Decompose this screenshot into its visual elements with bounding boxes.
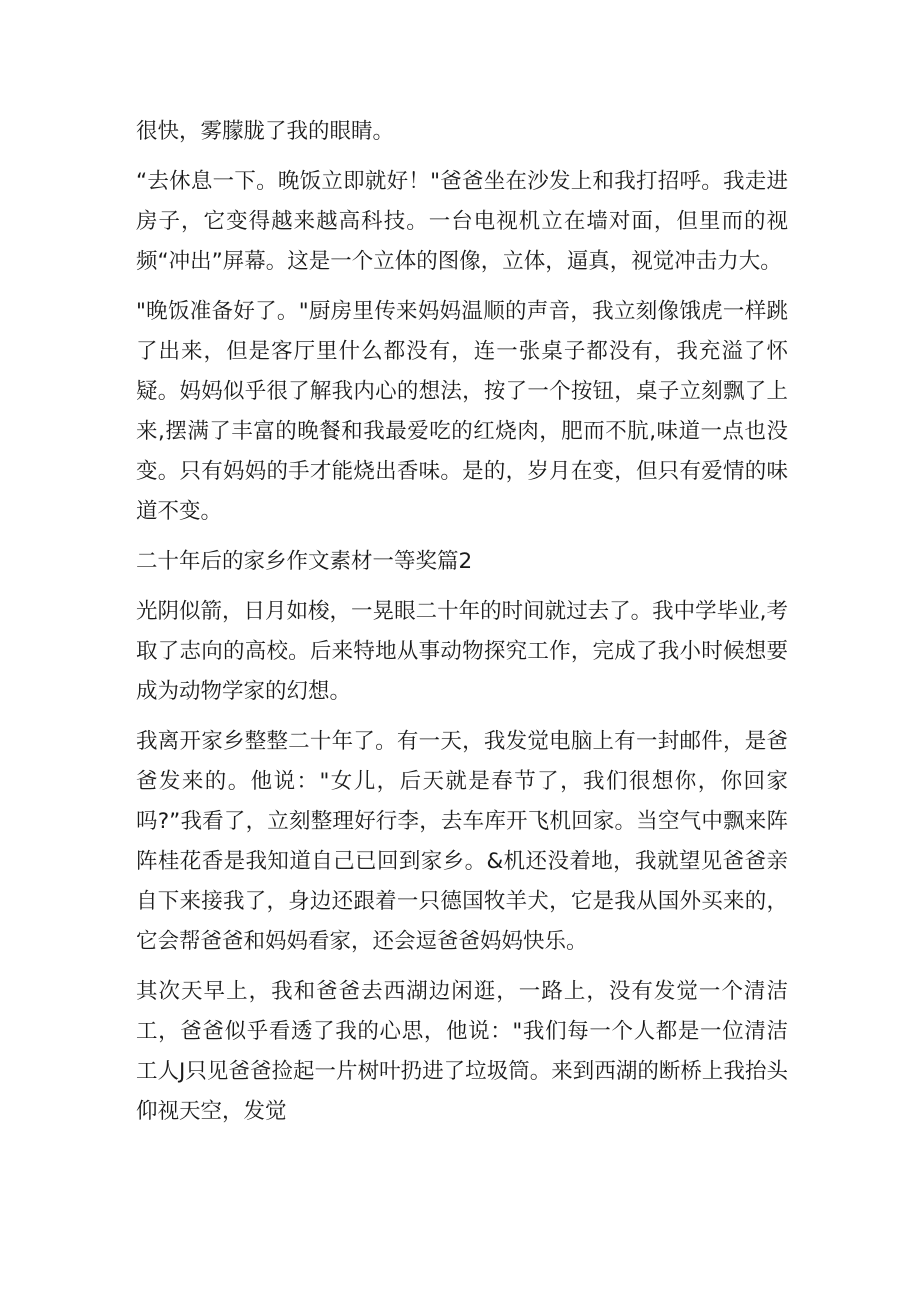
document-body (136, 112, 788, 1142)
section-heading: 二十年后的家乡作文素材一等奖篇2 (136, 549, 473, 574)
paragraph-6: 其次天早上，我和爸爸去西湖边闲逛，一路上，没有发觉一个清洁工，爸爸似乎看透了我的心思，他说："我们每一个人都是一位清洁工人J只见爸爸捡起一片树叶扔进了垃圾筒。来到西湖的断桥上我抬头仰视天空，发觉 (136, 979, 788, 1124)
paragraph-1: 很快，雾朦胧了我的眼睛。 (136, 119, 395, 144)
paragraph-3: "晚饭准备好了。"厨房里传来妈妈温顺的声音，我立刻像饿虎一样跳了出来，但是客厅里什么都没有，连一张桌子都没有，我充溢了怀疑。妈妈似乎很了解我内心的想法，按了一个按钮，桌子立刻飘了上来,摆满了丰富的晚餐和我最爱吃的红烧肉，肥而不肮,味道一点也没变。只有妈妈的手才能烧出香味。是的，岁月在变，但只有爱情的味道不变。 (136, 299, 788, 524)
paragraph-4: 光阴似箭，日月如梭，一晃眼二十年的时间就过去了。我中学毕业,考取了志向的高校。后来特地从事动物探究工作，完成了我小时候想要成为动物学家的幻想。 (136, 599, 788, 704)
paragraph-2: “去休息一下。晚饭立即就好！"爸爸坐在沙发上和我打招呼。我走进房子，它变得越来越高科技。一台电视机立在墙对面，但里而的视频“冲出”屏幕。这是一个立体的图像，立体，逼真，视觉冲击力大。 (136, 169, 788, 274)
paragraph-5: 我离开家乡整整二十年了。有一天，我发觉电脑上有一封邮件，是爸爸发来的。他说："女儿，后天就是春节了，我们很想你，你回家吗?”我看了，立刻整理好行李，去车库开飞机回家。当空气中飘来阵阵桂花香是我知道自己已回到家乡。&机还没着地，我就望见爸爸亲自下来接我了，身边还跟着一只德国牧羊犬，它是我从国外买来的，它会帮爸爸和妈妈看家，还会逗爸爸妈妈快乐。 (136, 729, 788, 954)
